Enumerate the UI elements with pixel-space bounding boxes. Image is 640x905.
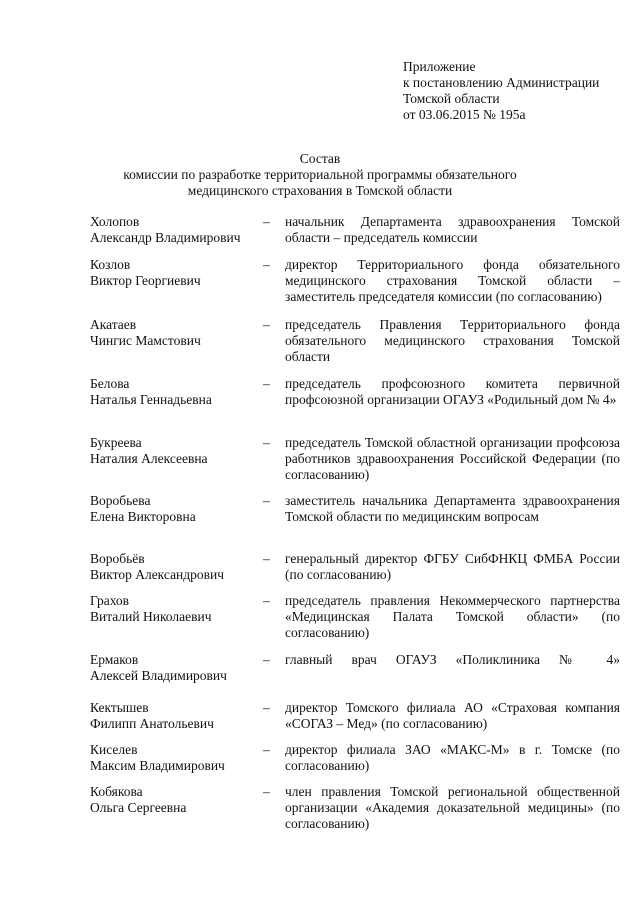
member-name <box>90 493 263 525</box>
appendix-header <box>403 59 633 123</box>
member-role: председатель Правления Территориального фонда обязательного медицинского страхования Томской области <box>285 317 620 364</box>
member-role: директор Территориального фонда обязательного медицинского страхования Томской области – заместитель председателя комиссии (по согласованию) <box>285 257 620 304</box>
dash-separator: – <box>263 376 270 391</box>
member-role: начальник Департамента здравоохранения Томской области – председатель комиссии <box>285 214 620 245</box>
dash-separator: – <box>263 493 270 508</box>
appendix-line: к постановлению Администрации <box>403 75 600 90</box>
member-row <box>90 376 620 435</box>
dash-separator: – <box>263 593 270 608</box>
dash-separator: – <box>263 435 270 450</box>
member-name <box>90 257 263 289</box>
member-given-name: Виталий Николаевич <box>90 609 212 624</box>
member-surname: Воробьева <box>90 493 151 508</box>
member-row <box>90 593 620 652</box>
appendix-line: от 03.06.2015 № 195а <box>403 107 526 122</box>
member-given-name: Наталья Геннадьевна <box>90 392 212 407</box>
member-row <box>90 214 620 257</box>
member-name <box>90 214 263 246</box>
member-given-name: Максим Владимирович <box>90 758 225 773</box>
member-name <box>90 700 263 732</box>
dash-separator: – <box>263 742 270 757</box>
member-given-name: Виктор Георгиевич <box>90 273 201 288</box>
title-line: комиссии по разработке территориальной программы обязательного <box>123 167 517 182</box>
member-surname: Киселев <box>90 742 138 757</box>
member-surname: Воробьёв <box>90 551 145 566</box>
member-name <box>90 593 263 625</box>
member-row <box>90 742 620 784</box>
dash-separator: – <box>263 257 270 272</box>
document-title <box>0 151 640 199</box>
member-given-name: Александр Владимирович <box>90 230 241 245</box>
member-role: председатель профсоюзного комитета первичной профсоюзной организации ОГАУЗ «Родильный дом № 4» <box>285 376 620 407</box>
member-surname: Белова <box>90 376 130 391</box>
member-surname: Кектышев <box>90 700 149 715</box>
member-given-name: Ольга Сергеевна <box>90 800 187 815</box>
member-surname: Козлов <box>90 257 131 272</box>
member-name <box>90 742 263 774</box>
member-name <box>90 376 263 408</box>
appendix-line: Томской области <box>403 91 500 106</box>
member-role: председатель правления Некоммерческого партнерства «Медицинская Палата Томской области» (по согласованию) <box>285 593 620 640</box>
member-row <box>90 700 620 742</box>
member-role: главный врач ОГАУЗ «Поликлиника № 4» <box>285 652 620 667</box>
member-name <box>90 784 263 816</box>
member-role: заместитель начальника Департамента здравоохранения Томской области по медицинским вопросам <box>285 493 620 524</box>
dash-separator: – <box>263 784 270 799</box>
member-surname: Грахов <box>90 593 130 608</box>
member-surname: Холопов <box>90 214 140 229</box>
member-name <box>90 317 263 349</box>
member-row <box>90 435 620 493</box>
member-given-name: Филипп Анатольевич <box>90 716 214 731</box>
title-line: Состав <box>299 151 341 166</box>
member-role: член правления Томской региональной общественной организации «Академия доказательной медицины» (по согласованию) <box>285 784 620 831</box>
member-role: генеральный директор ФГБУ СибФНКЦ ФМБА России (по согласованию) <box>285 551 620 582</box>
member-given-name: Чингис Мамстович <box>90 333 201 348</box>
member-row <box>90 493 620 551</box>
member-row <box>90 784 620 842</box>
member-surname: Ермаков <box>90 652 139 667</box>
members-list <box>90 214 620 842</box>
dash-separator: – <box>263 700 270 715</box>
member-given-name: Виктор Александрович <box>90 567 225 582</box>
member-given-name: Алексей Владимирович <box>90 668 227 683</box>
member-role: директор Томского филиала АО «Страховая компания «СОГАЗ – Мед» (по согласованию) <box>285 700 620 731</box>
member-given-name: Наталия Алексеевна <box>90 451 208 466</box>
member-row <box>90 652 620 700</box>
member-name <box>90 652 263 684</box>
member-surname: Букреева <box>90 435 142 450</box>
title-line: медицинского страхования в Томской области <box>187 183 453 198</box>
member-row <box>90 317 620 376</box>
dash-separator: – <box>263 551 270 566</box>
member-given-name: Елена Викторовна <box>90 509 196 524</box>
member-row <box>90 551 620 593</box>
member-role: директор филиала ЗАО «МАКС-М» в г. Томске (по согласованию) <box>285 742 620 773</box>
member-surname: Кобякова <box>90 784 143 799</box>
dash-separator: – <box>263 652 270 667</box>
dash-separator: – <box>263 214 270 229</box>
member-role: председатель Томской областной организации профсоюза работников здравоохранения Российской Федерации (по согласованию) <box>285 435 620 482</box>
member-surname: Акатаев <box>90 317 137 332</box>
member-name <box>90 435 263 467</box>
appendix-line: Приложение <box>403 59 476 74</box>
dash-separator: – <box>263 317 270 332</box>
member-row <box>90 257 620 317</box>
member-name <box>90 551 263 583</box>
